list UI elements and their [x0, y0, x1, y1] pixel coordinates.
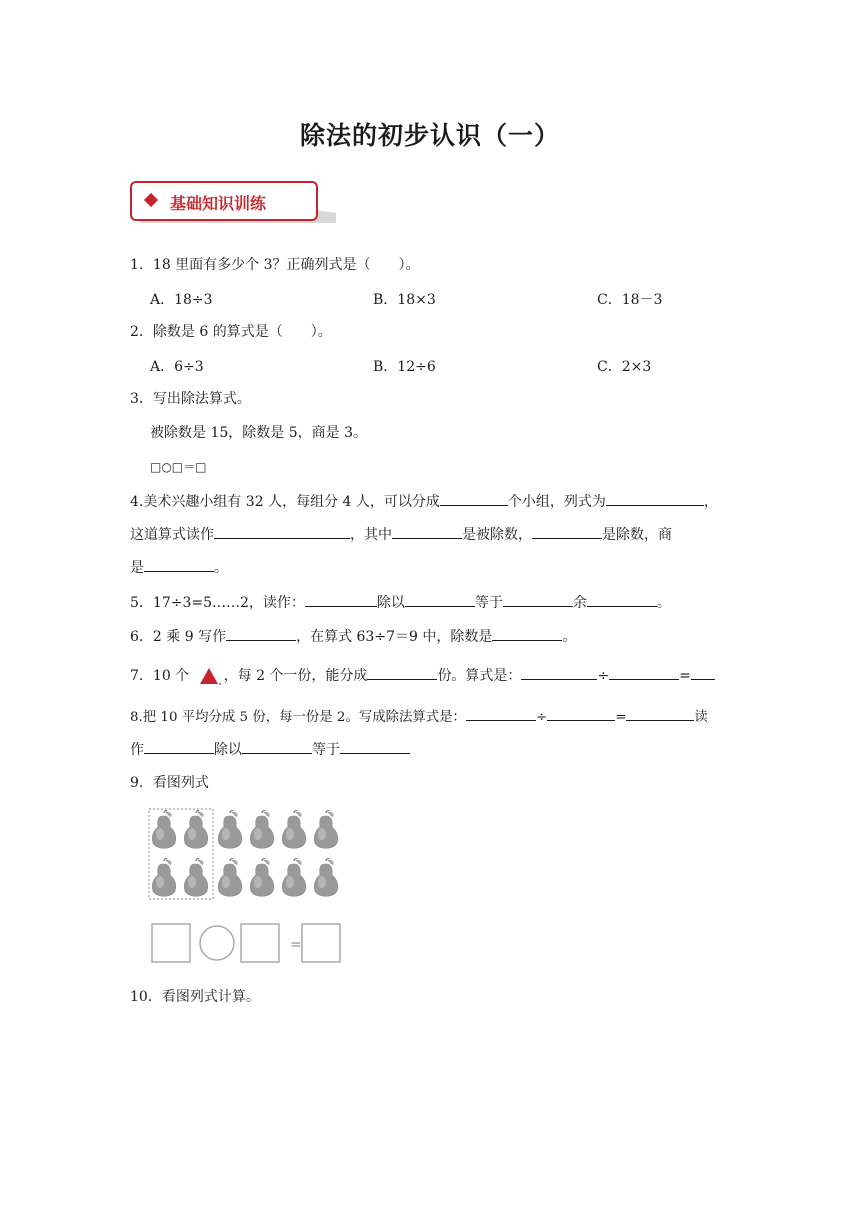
- q9-equal-sign: =: [290, 937, 302, 953]
- section-badge-label: 基础知识训练: [170, 194, 267, 213]
- q9-answer-boxes: [150, 922, 344, 964]
- q8-text-4: 等于: [312, 742, 340, 758]
- q8-divide-sign: ÷: [535, 710, 548, 725]
- q4-blank-divisor[interactable]: [532, 524, 602, 539]
- question-3: 3．写出除法算式。: [130, 391, 251, 407]
- q5-text-4: 余: [572, 595, 587, 611]
- q7-blank-3[interactable]: [609, 665, 679, 680]
- q1-option-b[interactable]: B．18×3: [373, 292, 436, 308]
- q8-text-1: 8.把 10 平均分成 5 份，每一份是 2。写成除法算式是：: [130, 710, 466, 725]
- q4-blank-reading[interactable]: [214, 524, 350, 539]
- q4-text-8: 是: [130, 560, 144, 576]
- q5-text-5: 。: [656, 595, 671, 611]
- q7-text-2: ，每 2 个一份，能分成: [223, 668, 368, 684]
- pears-illustration: [148, 808, 342, 900]
- q6-text-2: ，在算式 63÷7＝9 中，除数是: [296, 629, 493, 645]
- pear: [314, 859, 338, 897]
- pear: [282, 811, 306, 849]
- q8-text-2: 作: [130, 742, 144, 758]
- pear: [314, 811, 338, 849]
- q4-blank-dividend[interactable]: [392, 524, 462, 539]
- q6-text-3: 。: [562, 629, 577, 645]
- question-6: [130, 626, 576, 647]
- q5-text-1: 5．17÷3=5……2，读作：: [130, 595, 305, 611]
- q6-text-1: 6．2 乘 9 写作: [130, 629, 227, 645]
- q5-blank-3[interactable]: [503, 592, 573, 607]
- question-1: 1．18 里面有多少个 3？正确列式是（ ）。: [130, 257, 420, 273]
- q7-blank-1[interactable]: [367, 665, 437, 680]
- q6-blank-1[interactable]: [226, 626, 296, 641]
- pear: [184, 811, 208, 849]
- q8-blank-3[interactable]: [626, 706, 694, 721]
- q2-option-a[interactable]: A．6÷3: [150, 359, 204, 375]
- question-8-line-1: [130, 706, 708, 728]
- q2-option-c[interactable]: C．2×3: [597, 359, 652, 375]
- q4-text-6: 是被除数，: [462, 527, 532, 543]
- q3-condition: 被除数是 15，除数是 5，商是 3。: [150, 425, 367, 441]
- q9-circle-operator[interactable]: [200, 926, 234, 960]
- q8-text-read: 读: [694, 710, 708, 725]
- q1-option-a[interactable]: A．18÷3: [150, 292, 213, 308]
- q4-text-5: ，其中: [350, 527, 392, 543]
- question-5: [130, 592, 671, 613]
- pear: [218, 811, 242, 849]
- question-4-line-1: [130, 491, 718, 512]
- badge-frame: [130, 181, 318, 221]
- question-4-line-3: [130, 557, 228, 578]
- pear: [152, 811, 176, 849]
- triangle-icon: [196, 666, 222, 686]
- q4-text-9: 。: [214, 560, 228, 576]
- q4-blank-formula[interactable]: [606, 491, 704, 506]
- q9-box-2[interactable]: [241, 924, 279, 962]
- question-2: 2．除数是 6 的算式是（ ）。: [130, 324, 332, 340]
- question-7: [130, 665, 715, 686]
- q8-blank-1[interactable]: [466, 706, 536, 721]
- q3-formula: □○□＝□: [150, 460, 207, 474]
- q4-text-3: ，: [703, 494, 718, 510]
- diamond-icon: [144, 193, 158, 207]
- q7-text-1: 7．10 个: [130, 668, 190, 684]
- pear: [250, 811, 274, 849]
- q4-text-1: 4.美术兴趣小组有 32 人，每组分 4 人，可以分成: [130, 494, 440, 510]
- q5-blank-2[interactable]: [405, 592, 475, 607]
- q5-text-3: 等于: [474, 595, 503, 611]
- q1-option-c[interactable]: C．18－3: [597, 292, 663, 308]
- question-8-line-2: [130, 739, 410, 760]
- question-9: 9．看图列式: [130, 775, 209, 791]
- q5-blank-4[interactable]: [587, 592, 657, 607]
- question-10: 10．看图列式计算。: [130, 989, 260, 1005]
- pear: [184, 859, 208, 897]
- pear: [218, 859, 242, 897]
- q4-text-2: 个小组，列式为: [507, 494, 606, 510]
- q6-blank-2[interactable]: [492, 626, 562, 641]
- pear: [282, 859, 306, 897]
- q4-text-4: 这道算式读作: [130, 527, 214, 543]
- q4-blank-quotient[interactable]: [144, 557, 214, 572]
- q2-option-b[interactable]: B．12÷6: [373, 359, 436, 375]
- q8-text-3: 除以: [214, 742, 242, 758]
- q8-equal-sign: =: [615, 710, 627, 725]
- q8-blank-4[interactable]: [144, 739, 214, 754]
- q7-blank-2[interactable]: [521, 665, 597, 680]
- q9-box-1[interactable]: [152, 924, 190, 962]
- q8-blank-2[interactable]: [547, 706, 615, 721]
- q7-blank-4[interactable]: [691, 665, 715, 680]
- q5-blank-1[interactable]: [305, 592, 377, 607]
- pear: [152, 859, 176, 897]
- q7-equal-sign: =: [679, 668, 691, 684]
- q7-text-3: 份。算式是：: [437, 668, 522, 684]
- q9-box-3[interactable]: [302, 924, 340, 962]
- q7-divide-sign: ÷: [597, 668, 610, 684]
- question-4-line-2: [130, 524, 672, 545]
- q8-blank-5[interactable]: [242, 739, 312, 754]
- page-title: 除法的初步认识（一）: [299, 121, 560, 150]
- q8-blank-6[interactable]: [340, 739, 410, 754]
- q4-blank-groups[interactable]: [440, 491, 508, 506]
- pear: [250, 859, 274, 897]
- section-badge: [130, 181, 336, 225]
- q4-text-7: 是除数，商: [602, 527, 672, 543]
- q5-text-2: 除以: [376, 595, 405, 611]
